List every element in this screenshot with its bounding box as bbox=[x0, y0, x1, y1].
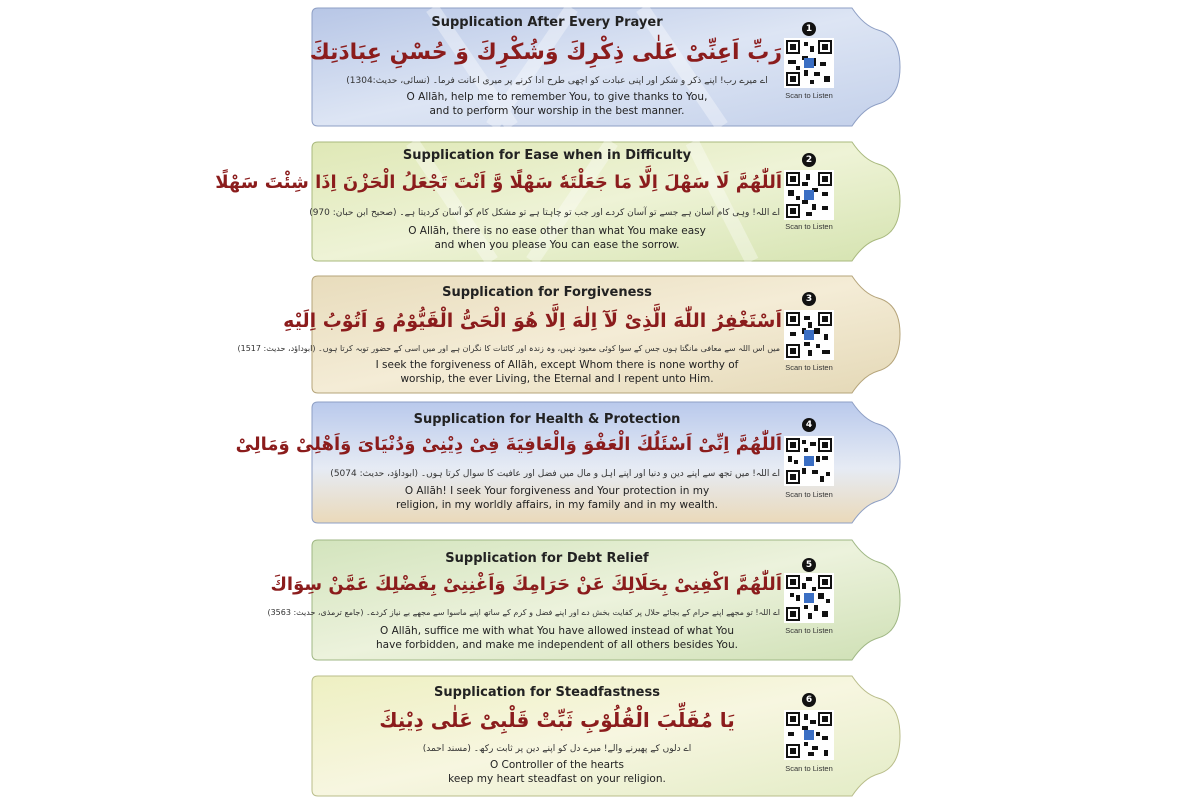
card-3-translation-line-1: I seek the forgiveness of Allāh, except Whom there is none worthy of bbox=[375, 359, 739, 371]
card-6-arabic-text: يَا مُقَلِّبَ الْقُلُوْبِ ثَبِّتْ قَلْبِیْ عَلٰى دِيْنِكَ bbox=[379, 708, 735, 732]
card-5-translation bbox=[352, 624, 762, 652]
card-2-translation bbox=[352, 224, 762, 252]
card-2-translation-line-1: O Allāh, there is no ease other than what You make easy bbox=[408, 225, 706, 237]
card-4-translation-line-1: O Allāh! I seek Your forgiveness and Your protection in my bbox=[404, 485, 710, 497]
card-5-number-badge: 5 bbox=[802, 558, 816, 572]
card-2-number-badge: 2 bbox=[802, 153, 816, 167]
supplication-card-4 bbox=[235, 402, 900, 523]
card-3-translation bbox=[352, 358, 762, 386]
card-4-title: Supplication for Health & Protection bbox=[413, 412, 681, 427]
card-1-urdu-text: اے میرے رب! اپنے ذکر و شکر اور اپنی عبادت کو اچھی طرح ادا کرنے پر میری اعانت فرما۔ (نسائی، حدیث:1304) bbox=[346, 76, 768, 86]
card-6-translation bbox=[352, 758, 762, 786]
card-4-number-badge: 4 bbox=[802, 418, 816, 432]
card-2-arabic-text: اَللّٰهُمَّ لَا سَهْلَ اِلَّا مَا جَعَلْتَهٗ سَهْلًا وَّ اَنْتَ تَجْعَلُ الْحَزْنَ اِذَا شِئْتَ سَهْلًا bbox=[215, 172, 782, 193]
card-1-qr-code-icon[interactable] bbox=[784, 38, 834, 88]
card-4-qr-code-icon[interactable] bbox=[784, 436, 834, 486]
supplication-card-5 bbox=[267, 540, 900, 660]
card-3-urdu-text: میں اس اللہ سے معافی مانگتا ہوں جس کے سوا کوئی معبود نہیں، وہ زندہ اور کائنات کا نگران ہے اور میں اسی کے حضور توبہ کرتا ہوں۔ (ابوداؤد، حدیث: 1517) bbox=[237, 344, 780, 353]
card-3-translation-line-2: worship, the ever Living, the Eternal and I repent unto Him. bbox=[400, 373, 714, 385]
card-6-translation-line-1: O Controller of the hearts bbox=[489, 759, 625, 771]
card-6-translation-line-2: keep my heart steadfast on your religion. bbox=[448, 773, 666, 785]
card-4-urdu-text: اے اللہ! میں تجھ سے اپنے دین و دنیا اور اپنے اہل و مال میں فضل اور عافیت کا سوال کرتا ہوں۔ (ابوداؤد، حدیث: 5074) bbox=[330, 469, 780, 479]
supplication-card-1 bbox=[309, 8, 900, 126]
card-6-qr-code-icon[interactable] bbox=[784, 710, 834, 760]
card-6-number-badge: 6 bbox=[802, 693, 816, 707]
card-2-scan-label: Scan to Listen bbox=[785, 222, 833, 231]
card-1-scan-label: Scan to Listen bbox=[785, 91, 833, 100]
card-5-translation-line-1: O Allāh, suffice me with what You have allowed instead of what You bbox=[379, 625, 735, 637]
card-5-qr-code-icon[interactable] bbox=[784, 573, 834, 623]
card-3-number-badge: 3 bbox=[802, 292, 816, 306]
card-5-urdu-text: اے اللہ! تو مجھے اپنے حرام کے بجائے حلال پر کفایت بخش دے اور اپنے فضل و کرم کے ساتھ اپنے ماسوا سے مجھے بے نیاز کردے۔ (جامع ترمذی، حدیث: 3563) bbox=[267, 608, 780, 617]
supplication-card-2 bbox=[215, 142, 900, 261]
card-3-qr-code-icon[interactable] bbox=[784, 310, 834, 360]
card-1-number-badge: 1 bbox=[802, 22, 816, 36]
card-2-translation-line-2: and when you please You can ease the sorrow. bbox=[434, 239, 680, 251]
card-3-scan-label: Scan to Listen bbox=[785, 363, 833, 372]
supplication-card-3 bbox=[237, 276, 900, 393]
card-3-arabic-text: اَسْتَغْفِرُ اللّٰهَ الَّذِیْ لَآ اِلٰهَ اِلَّا هُوَ الْحَیُّ الْقَیُّوْمُ وَ اَتُوْبُ اِلَیْهِ bbox=[283, 310, 782, 332]
card-5-arabic-text: اَللّٰهُمَّ اكْفِنِیْ بِحَلَالِكَ عَنْ حَرَامِكَ وَاَغْنِنِیْ بِفَضْلِكَ عَمَّنْ سِوَاكَ bbox=[270, 574, 782, 595]
card-5-scan-label: Scan to Listen bbox=[785, 626, 833, 635]
card-4-translation-line-2: religion, in my worldly affairs, in my family and in my wealth. bbox=[396, 499, 718, 511]
card-6-title: Supplication for Steadfastness bbox=[434, 685, 660, 700]
card-1-title: Supplication After Every Prayer bbox=[431, 15, 663, 30]
card-1-translation bbox=[352, 90, 762, 118]
card-4-arabic-text: اَللّٰهُمَّ اِنِّیْ اَسْئَلُكَ الْعَفْوَ وَالْعَافِيَةَ فِیْ دِيْنِیْ وَدُنْيَایَ وَاَهْلِیْ وَمَالِیْ bbox=[235, 434, 782, 455]
card-2-qr-code-icon[interactable] bbox=[784, 170, 834, 220]
card-5-translation-line-2: have forbidden, and make me independent of all others besides You. bbox=[376, 639, 738, 651]
card-3-title: Supplication for Forgiveness bbox=[442, 285, 652, 300]
supplication-card-6 bbox=[312, 676, 900, 796]
card-4-scan-label: Scan to Listen bbox=[785, 490, 833, 499]
card-1-translation-line-2: and to perform Your worship in the best manner. bbox=[429, 105, 685, 117]
card-5-title: Supplication for Debt Relief bbox=[445, 551, 649, 566]
card-6-urdu-text: اے دلوں کے پھیرنے والے! میرے دل کو اپنے دین پر ثابت رکھ۔ (مسند احمد) bbox=[422, 744, 692, 754]
card-6-scan-label: Scan to Listen bbox=[785, 764, 833, 773]
card-2-title: Supplication for Ease when in Difficulty bbox=[402, 148, 692, 163]
card-1-translation-line-1: O Allāh, help me to remember You, to give thanks to You, bbox=[406, 91, 708, 103]
card-2-urdu-text: اے اللہ! وہی کام آسان ہے جسے تو آسان کردے اور جب تو چاہتا ہے تو مشکل کام کو آسان کردیتا ہے۔ (صحیح ابن حبان: 970) bbox=[309, 208, 780, 218]
card-1-arabic-text: رَبِّ اَعِنِّیْ عَلٰی ذِكْرِكَ وَشُكْرِكَ وَ حُسْنِ عِبَادَتِكَ bbox=[309, 40, 782, 65]
card-4-translation bbox=[352, 484, 762, 512]
